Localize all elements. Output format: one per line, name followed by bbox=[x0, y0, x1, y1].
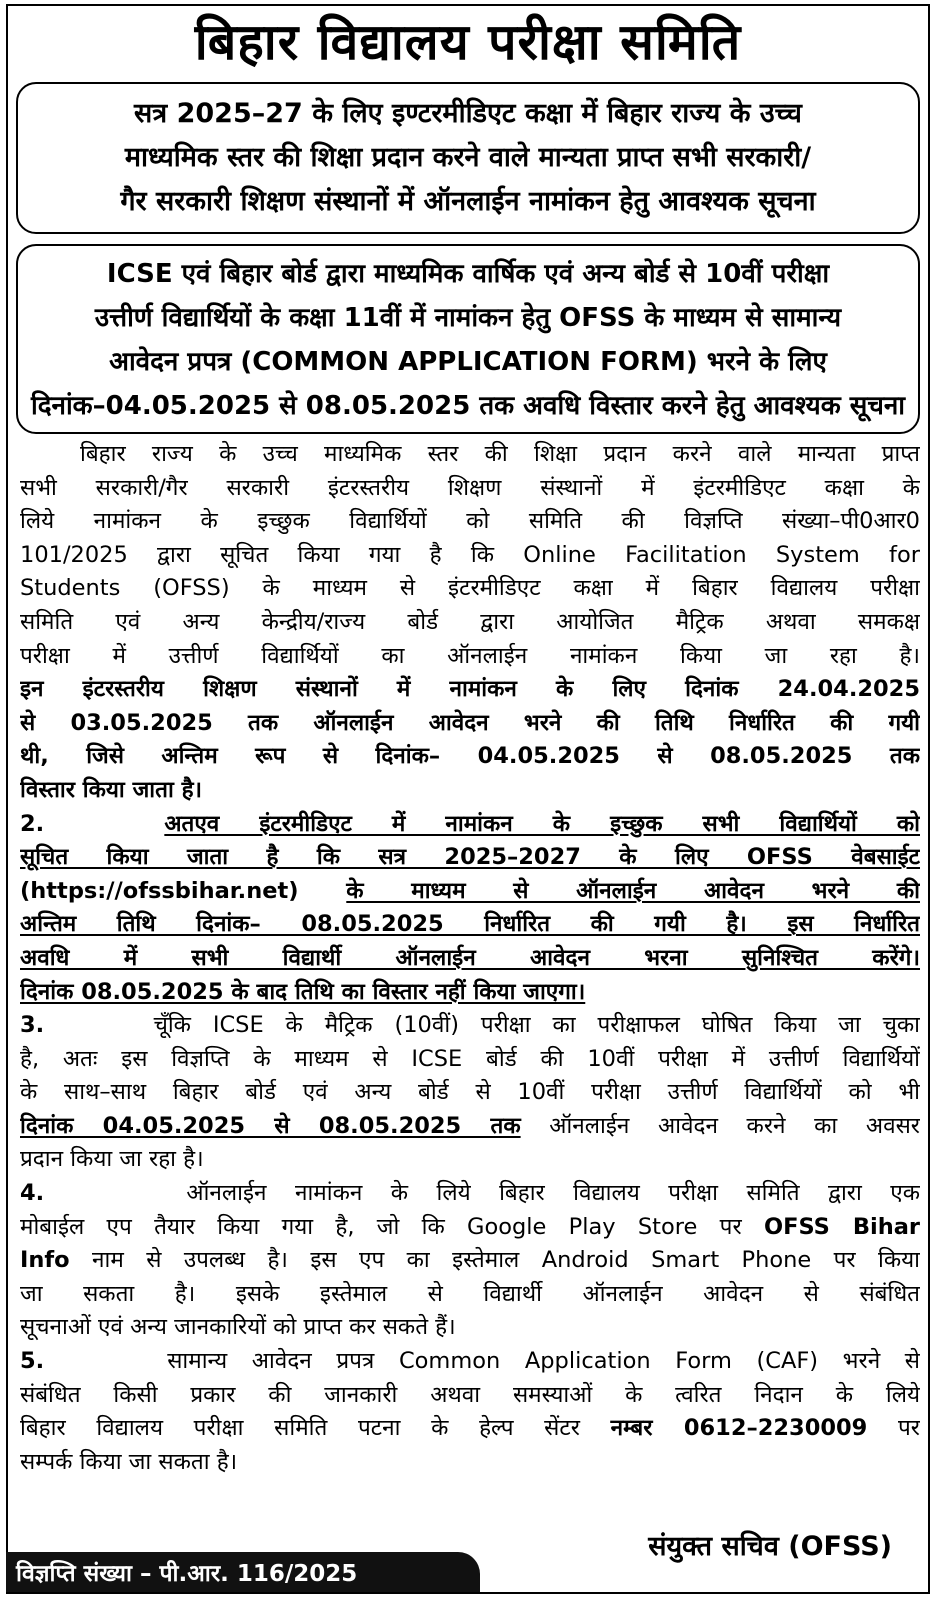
paragraph-line: दिनांक 08.05.2025 के बाद तिथि का विस्तार नहीं किया जाएगा। bbox=[20, 978, 586, 1005]
paragraph-number: 2. bbox=[20, 810, 45, 837]
paragraph-1 bbox=[20, 438, 920, 808]
paragraph-line: सम्पर्क किया जा सकता है। bbox=[20, 1448, 238, 1475]
paragraph-line: सूचित किया जाता है कि सत्र 2025–2027 के लिए OFSS वेबसाईट bbox=[20, 844, 920, 871]
paragraph-line: सूचनाओं एवं अन्य जानकारियों को प्राप्त कर सकते हैं। bbox=[20, 1314, 456, 1341]
paragraph-line: नाम से उपलब्ध है। इस एप का इस्तेमाल Android Smart Phone पर किया bbox=[69, 1247, 920, 1274]
paragraph-line: सभी सरकारी/गैर सरकारी इंटरस्तरीय शिक्षण संस्थानों में इंटरमीडिएट कक्षा के bbox=[20, 474, 920, 501]
paragraph-line: अतएव इंटरमीडिएट में नामांकन के इच्छुक सभी विद्यार्थियों को bbox=[164, 810, 920, 837]
paragraph-line: ऑनलाईन नामांकन के लिये बिहार विद्यालय परीक्षा समिति द्वारा एक bbox=[186, 1180, 920, 1207]
subject-2-line: ICSE एवं बिहार बोर्ड द्वारा माध्यमिक वार्षिक एवं अन्य बोर्ड से 10वीं परीक्षा bbox=[106, 259, 830, 289]
paragraph-line: के साथ–साथ बिहार बोर्ड एवं अन्य बोर्ड से 10वीं परीक्षा उत्तीर्ण विद्यार्थियों को भी bbox=[20, 1079, 920, 1106]
paragraph-line: है, अतः इस विज्ञप्ति के माध्यम से ICSE बोर्ड की 10वीं परीक्षा में उत्तीर्ण विद्यार्थियों bbox=[20, 1045, 920, 1072]
paragraph-line: सामान्य आवेदन प्रपत्र Common Application Form (CAF) भरने से bbox=[167, 1348, 920, 1375]
ofss-website-link[interactable]: (https://ofssbihar.net) bbox=[20, 877, 299, 904]
paragraph-3 bbox=[20, 1009, 920, 1177]
paragraph-line: बिहार विद्यालय परीक्षा समिति पटना के हेल्प सेंटर bbox=[20, 1415, 611, 1442]
notice-number-badge bbox=[6, 1552, 480, 1592]
paragraph-line: के माध्यम से ऑनलाईन आवेदन भरने की bbox=[346, 877, 920, 904]
subject-box-1 bbox=[16, 82, 920, 234]
paragraph-line: संबंधित किसी प्रकार की जानकारी अथवा समस्याओं के त्वरित निदान के लिये bbox=[20, 1381, 920, 1408]
subject-1-line: सत्र 2025–27 के लिए इण्टरमीडिएट कक्षा में बिहार राज्य के उच्च bbox=[134, 98, 802, 129]
paragraph-line: पर bbox=[867, 1415, 920, 1442]
paragraph-line: अन्तिम तिथि दिनांक– 08.05.2025 निर्धारित की गयी है। इस निर्धारित bbox=[20, 911, 920, 938]
paragraph-line: समिति एवं अन्य केन्द्रीय/राज्य बोर्ड द्वारा आयोजित मैट्रिक अथवा समकक्ष bbox=[20, 608, 920, 635]
app-name: Info bbox=[20, 1247, 70, 1274]
header bbox=[8, 6, 928, 78]
subject-2-line: उत्तीर्ण विद्यार्थियों के कक्षा 11वीं में नामांकन हेतु OFSS के माध्यम से सामान्य bbox=[94, 303, 842, 333]
subject-1-line: गैर सरकारी शिक्षण संस्थानों में ऑनलाईन नामांकन हेतु आवश्यक सूचना bbox=[120, 186, 816, 217]
subject-2-line: आवेदन प्रपत्र (COMMON APPLICATION FORM) भरने के लिए bbox=[109, 347, 827, 377]
paragraph-line: प्रदान किया जा रहा है। bbox=[20, 1146, 204, 1173]
date-range-highlight: दिनांक 04.05.2025 से 08.05.2025 तक bbox=[20, 1112, 521, 1139]
bold-paragraph-line: से 03.05.2025 तक ऑनलाईन आवेदन भरने की तिथि निर्धारित की गयी bbox=[20, 709, 920, 736]
page-title: बिहार विद्यालय परीक्षा समिति bbox=[194, 13, 742, 71]
paragraph-line: परीक्षा में उत्तीर्ण विद्यार्थियों का ऑनलाईन नामांकन किया जा रहा है। bbox=[20, 642, 920, 669]
paragraph-5 bbox=[20, 1345, 920, 1479]
bold-paragraph-line: विस्तार किया जाता है। bbox=[20, 776, 203, 803]
paragraph-line: अवधि में सभी विद्यार्थी ऑनलाईन आवेदन भरना सुनिश्चित करेंगे। bbox=[20, 944, 920, 971]
paragraph-line: Students (OFSS) के माध्यम से इंटरमीडिएट कक्षा में बिहार विद्यालय परीक्षा bbox=[20, 575, 920, 602]
subject-1-line: माध्यमिक स्तर की शिक्षा प्रदान करने वाले मान्यता प्राप्त सभी सरकारी/ bbox=[124, 142, 812, 173]
paragraph-line: लिये नामांकन के इच्छुक विद्यार्थियों को समिति की विज्ञप्ति संख्या–पी0आर0 bbox=[20, 508, 920, 535]
app-name: OFSS Bihar bbox=[763, 1213, 920, 1240]
paragraph-line: ऑनलाईन आवेदन करने का अवसर bbox=[520, 1112, 920, 1139]
signatory: संयुक्त सचिव (OFSS) bbox=[648, 1531, 892, 1562]
paragraph-number: 3. bbox=[20, 1012, 45, 1039]
paragraph-line: 101/2025 द्वारा सूचित किया गया है कि Online Facilitation System for bbox=[20, 541, 920, 568]
subject-box-2 bbox=[16, 244, 920, 434]
paragraph-4 bbox=[20, 1177, 920, 1345]
subject-2-line: दिनांक–04.05.2025 से 08.05.2025 तक अवधि विस्तार करने हेतु आवश्यक सूचना bbox=[30, 391, 906, 421]
paragraph-line: मोबाईल एप तैयार किया गया है, जो कि Google Play Store पर bbox=[20, 1213, 764, 1240]
notice-frame bbox=[6, 4, 930, 1594]
paragraph-line: चूँकि ICSE के मैट्रिक (10वीं) परीक्षा का परीक्षाफल घोषित किया जा चुका bbox=[153, 1012, 920, 1039]
paragraph-line: जा सकता है। इसके इस्तेमाल से विद्यार्थी ऑनलाईन आवेदन से संबंधित bbox=[20, 1280, 920, 1307]
paragraph-number: 5. bbox=[20, 1348, 45, 1375]
paragraph-line: बिहार राज्य के उच्च माध्यमिक स्तर की शिक्षा प्रदान करने वाले मान्यता प्राप्त bbox=[80, 441, 920, 467]
footer bbox=[8, 1518, 928, 1592]
bold-paragraph-line: इन इंटरस्तरीय शिक्षण संस्थानों में नामांकन के लिए दिनांक 24.04.2025 bbox=[20, 676, 920, 703]
paragraph-2 bbox=[20, 808, 920, 1010]
bold-paragraph-line: थी, जिसे अन्तिम रूप से दिनांक– 04.05.2025 से 08.05.2025 तक bbox=[20, 743, 920, 770]
notice-number: विज्ञप्ति संख्या – पी.आर. 116/2025 bbox=[16, 1561, 358, 1587]
notice-body bbox=[20, 438, 920, 1479]
helpline-number: नम्बर 0612–2230009 bbox=[610, 1415, 868, 1442]
paragraph-number: 4. bbox=[20, 1180, 45, 1207]
